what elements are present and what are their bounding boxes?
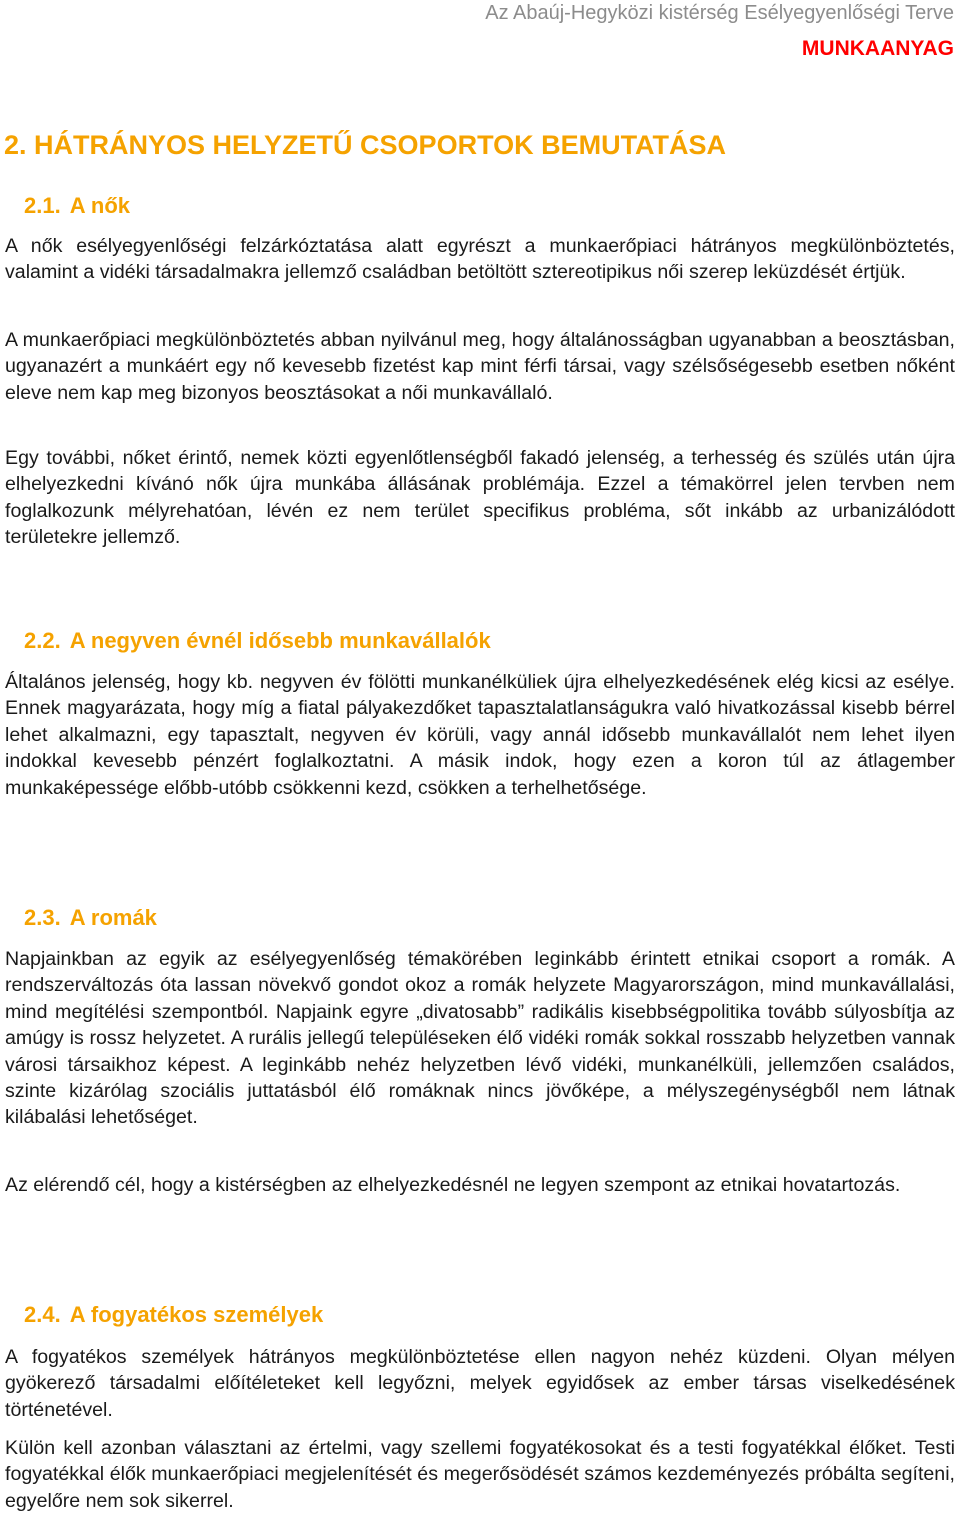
paragraph: Általános jelenség, hogy kb. negyven év fölötti munkanélküliek újra elhelyezkedésének elég kicsi az esélye. Ennek magyarázata, hogy míg a fiatal pályakezdőket tapasztalatlanságukra való hivatkozással kisebb bérrel lehet alkalmazni, egy tapasztalt, negyven év körüli, vagy annál idősebb munkavállalót nem lehet ilyen indokkal kevesebb pénzért foglalkoztatni. A másik indok, hogy ezen a koron túl az átlagember munkaképessége előbb-utóbb csökkenni kezd, csökken a terhelhetősége.	[5, 671, 955, 799]
section-number: 2.4.	[24, 1302, 61, 1327]
section-title: A romák	[69, 905, 157, 930]
paragraph: Napjainkban az egyik az esélyegyenlőség témakörében leginkább érintett etnikai csoport a romák. A rendszerváltozás óta lassan növekvő gondot okoz a romák helyzete Magyarországon, mind munkavállalási, mind megítélési szempontból. Napjaink egyre „divatosabb” radikális kisebbségpolitika tovább súlyosbítja az amúgy is rossz helyzetet. A rurális jellegű településeken élő vidéki romák sokkal rosszabb helyzetben vannak városi társaikhoz képest. A leginkább nehéz helyzetben lévő vidéki, munkanélküli, jellemzően családos, szinte kizárólag szociális juttatásból élő romáknak nincs jövőképe, a mélyszegénységből nem látnak kilábalási lehetőséget.	[5, 948, 955, 1129]
paragraph: A nők esélyegyenlőségi felzárkóztatása alatt egyrészt a munkaerőpiaci hátrányos megkülönböztetés, valamint a vidéki társadalmakra jellemző családban betöltött sztereotipikus női szerep leküzdését értjük.	[5, 235, 955, 284]
paragraph: A fogyatékos személyek hátrányos megkülönböztetése ellen nagyon nehéz küzdeni. Olyan mélyen gyökerező társadalmi előítéleteket kell legyőzni, melyek egyidősek az ember társas viselkedésének történetével.	[5, 1346, 955, 1421]
section-heading-roma	[24, 905, 157, 931]
paragraph: Egy további, nőket érintő, nemek közti egyenlőtlenségből fakadó jelenség, a terhesség és szülés után újra elhelyezkedni kívánó nők újra munkába állásának problémája. Ezzel a témakörrel jelen tervben nem foglalkozunk mélyrehatóan, lévén ez nem terület specifikus probléma, sőt inkább az urbanizálódott területekre jellemző.	[5, 447, 955, 549]
section-title: A fogyatékos személyek	[69, 1302, 324, 1327]
draft-status-label: MUNKAANYAG	[801, 37, 954, 60]
paragraph: A munkaerőpiaci megkülönböztetés abban nyilvánul meg, hogy általánosságban ugyanabban a beosztásban, ugyanazért a munkáért egy nő kevesebb fizetést kap mint férfi társai, vagy szélsőségesebb esetben nőként eleve nem kap meg bizonyos beosztásokat a női munkavállaló.	[5, 329, 955, 404]
section-title: A negyven évnél idősebb munkavállalók	[69, 628, 491, 653]
chapter-title: 2. HÁTRÁNYOS HELYZETŰ CSOPORTOK BEMUTATÁSA	[4, 130, 727, 160]
section-heading-over-forty-workers	[24, 628, 491, 654]
section-heading-women	[24, 193, 130, 219]
paragraph: Az elérendő cél, hogy a kistérségben az elhelyezkedésnél ne legyen szempont az etnikai hovatartozás.	[5, 1174, 901, 1196]
document-header-title: Az Abaúj-Hegyközi kistérség Esélyegyenlőségi Terve	[485, 2, 954, 24]
section-number: 2.1.	[24, 193, 61, 218]
section-number: 2.2.	[24, 628, 61, 653]
section-title: A nők	[69, 193, 130, 218]
section-heading-disabled-persons	[24, 1302, 323, 1328]
section-number: 2.3.	[24, 905, 61, 930]
paragraph: Külön kell azonban választani az értelmi, vagy szellemi fogyatékosokat és a testi fogyatékkal élőket. Testi fogyatékkal élők munkaerőpiaci megjelenítését és megerősödését számos kezdeményezés próbálta segíteni, egyelőre nem sok sikerrel.	[5, 1437, 955, 1512]
